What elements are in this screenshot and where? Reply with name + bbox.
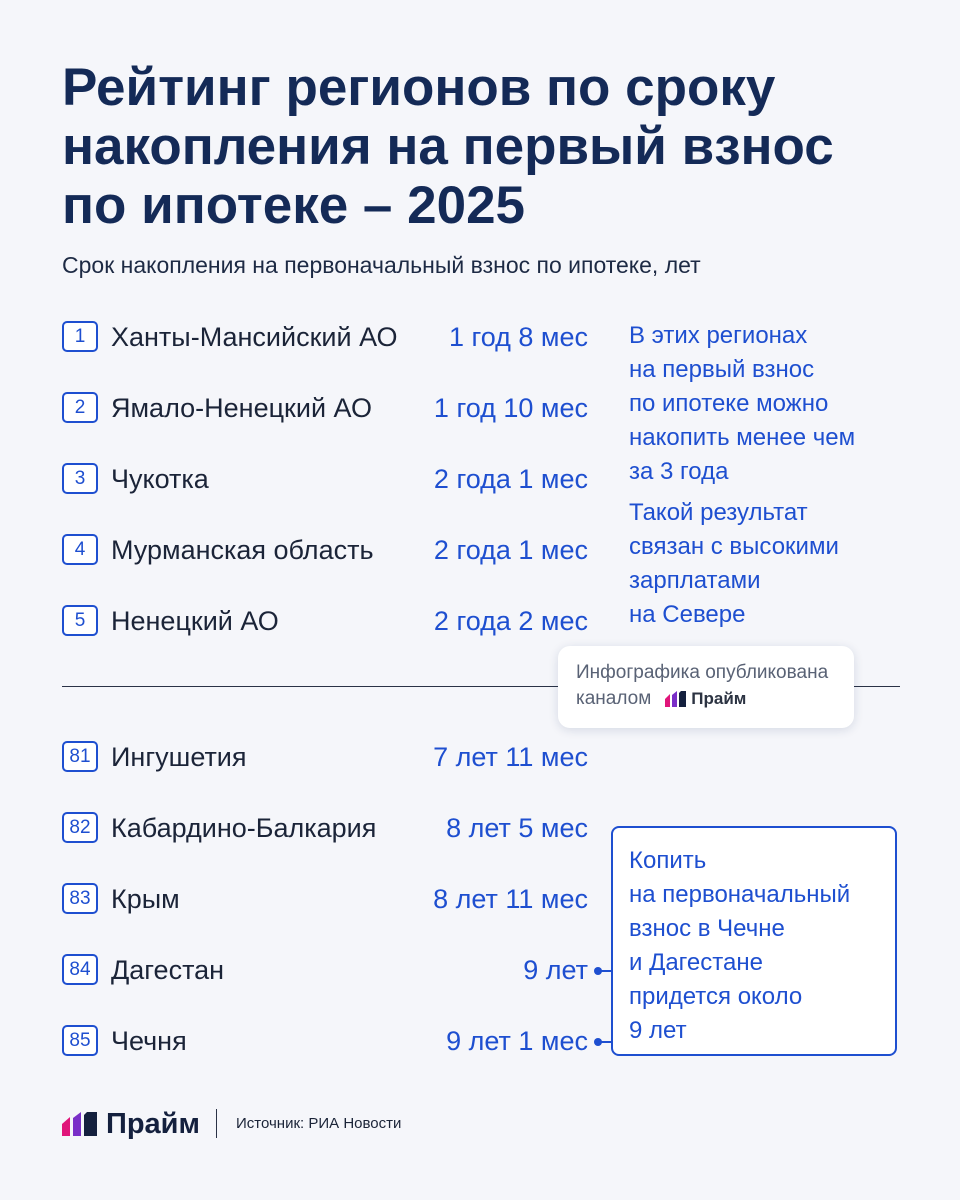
- prime-logo-icon: [62, 1112, 98, 1136]
- region-name: Ненецкий АО: [111, 606, 279, 636]
- footer-separator: [216, 1109, 217, 1138]
- region-name: Чукотка: [111, 464, 209, 494]
- rank-badge: 4: [62, 534, 98, 565]
- subtitle: Срок накопления на первоначальный взнос по ипотеке, лет: [62, 252, 701, 278]
- region-value: 9 лет: [523, 955, 588, 985]
- note-line: на Севере: [629, 601, 746, 628]
- region-name: Ингушетия: [111, 742, 247, 772]
- chechnya-dagestan-callout: [611, 826, 897, 1056]
- footer-brand-name: Прайм: [106, 1107, 200, 1140]
- region-name: Мурманская область: [111, 535, 374, 565]
- rank-badge: 5: [62, 605, 98, 636]
- callout-line: на первоначальный: [629, 881, 851, 908]
- region-value: 2 года 1 мес: [433, 464, 588, 494]
- note-line: на первый взнос: [629, 356, 815, 383]
- region-name: Крым: [111, 884, 180, 914]
- callout-line: Копить: [629, 847, 707, 874]
- region-value: 9 лет 1 мес: [446, 1026, 588, 1056]
- region-name: Чечня: [111, 1026, 187, 1056]
- region-value: 7 лет 11 мес: [433, 742, 588, 772]
- note-line: по ипотеке можно: [629, 390, 829, 417]
- callout-line: и Дагестане: [629, 949, 763, 976]
- region-name: Ханты-Мансийский АО: [111, 322, 398, 352]
- callout-line: взнос в Чечне: [629, 915, 785, 942]
- title-line-1: Рейтинг регионов по сроку: [62, 58, 776, 117]
- note-line: за 3 года: [629, 458, 729, 485]
- rank-badge: 84: [62, 954, 98, 985]
- note-line: зарплатами: [629, 567, 761, 594]
- connector-dot: [594, 967, 602, 975]
- badge-brand-name: Прайм: [691, 689, 747, 708]
- rank-badge: 85: [62, 1025, 98, 1056]
- rank-badge: 82: [62, 812, 98, 843]
- rank-badge: 2: [62, 392, 98, 423]
- rank-badge: 3: [62, 463, 98, 494]
- region-value: 1 год 8 мес: [448, 322, 588, 352]
- region-name: Ямало-Ненецкий АО: [111, 393, 372, 423]
- region-name: Кабардино-Балкария: [111, 813, 377, 843]
- source-text: Источник: РИА Новости: [236, 1115, 402, 1132]
- footer-logo[interactable]: [62, 1108, 200, 1140]
- note-line: связан с высокими: [629, 533, 839, 560]
- note-line: В этих регионах: [629, 322, 808, 349]
- badge-text: Инфографика опубликована: [576, 662, 829, 683]
- callout-line: 9 лет: [629, 1017, 687, 1044]
- rank-badge: 83: [62, 883, 98, 914]
- region-value: 2 года 2 мес: [433, 606, 588, 636]
- region-value: 8 лет 11 мес: [433, 884, 588, 914]
- rank-badge: 81: [62, 741, 98, 772]
- connector-dot: [594, 1038, 602, 1046]
- note-line: накопить менее чем: [629, 424, 856, 451]
- rank-badge: 1: [62, 321, 98, 352]
- region-value: 2 года 1 мес: [433, 535, 588, 565]
- note-line: Такой результат: [629, 499, 808, 526]
- region-name: Дагестан: [111, 955, 225, 985]
- title-line-2: накопления на первый взнос: [62, 117, 834, 176]
- title-line-3: по ипотеке – 2025: [62, 176, 526, 235]
- callout-line: придется около: [629, 983, 803, 1010]
- region-value: 8 лет 5 мес: [446, 813, 588, 843]
- badge-channel-label: каналом: [576, 688, 652, 709]
- region-value: 1 год 10 мес: [433, 393, 588, 423]
